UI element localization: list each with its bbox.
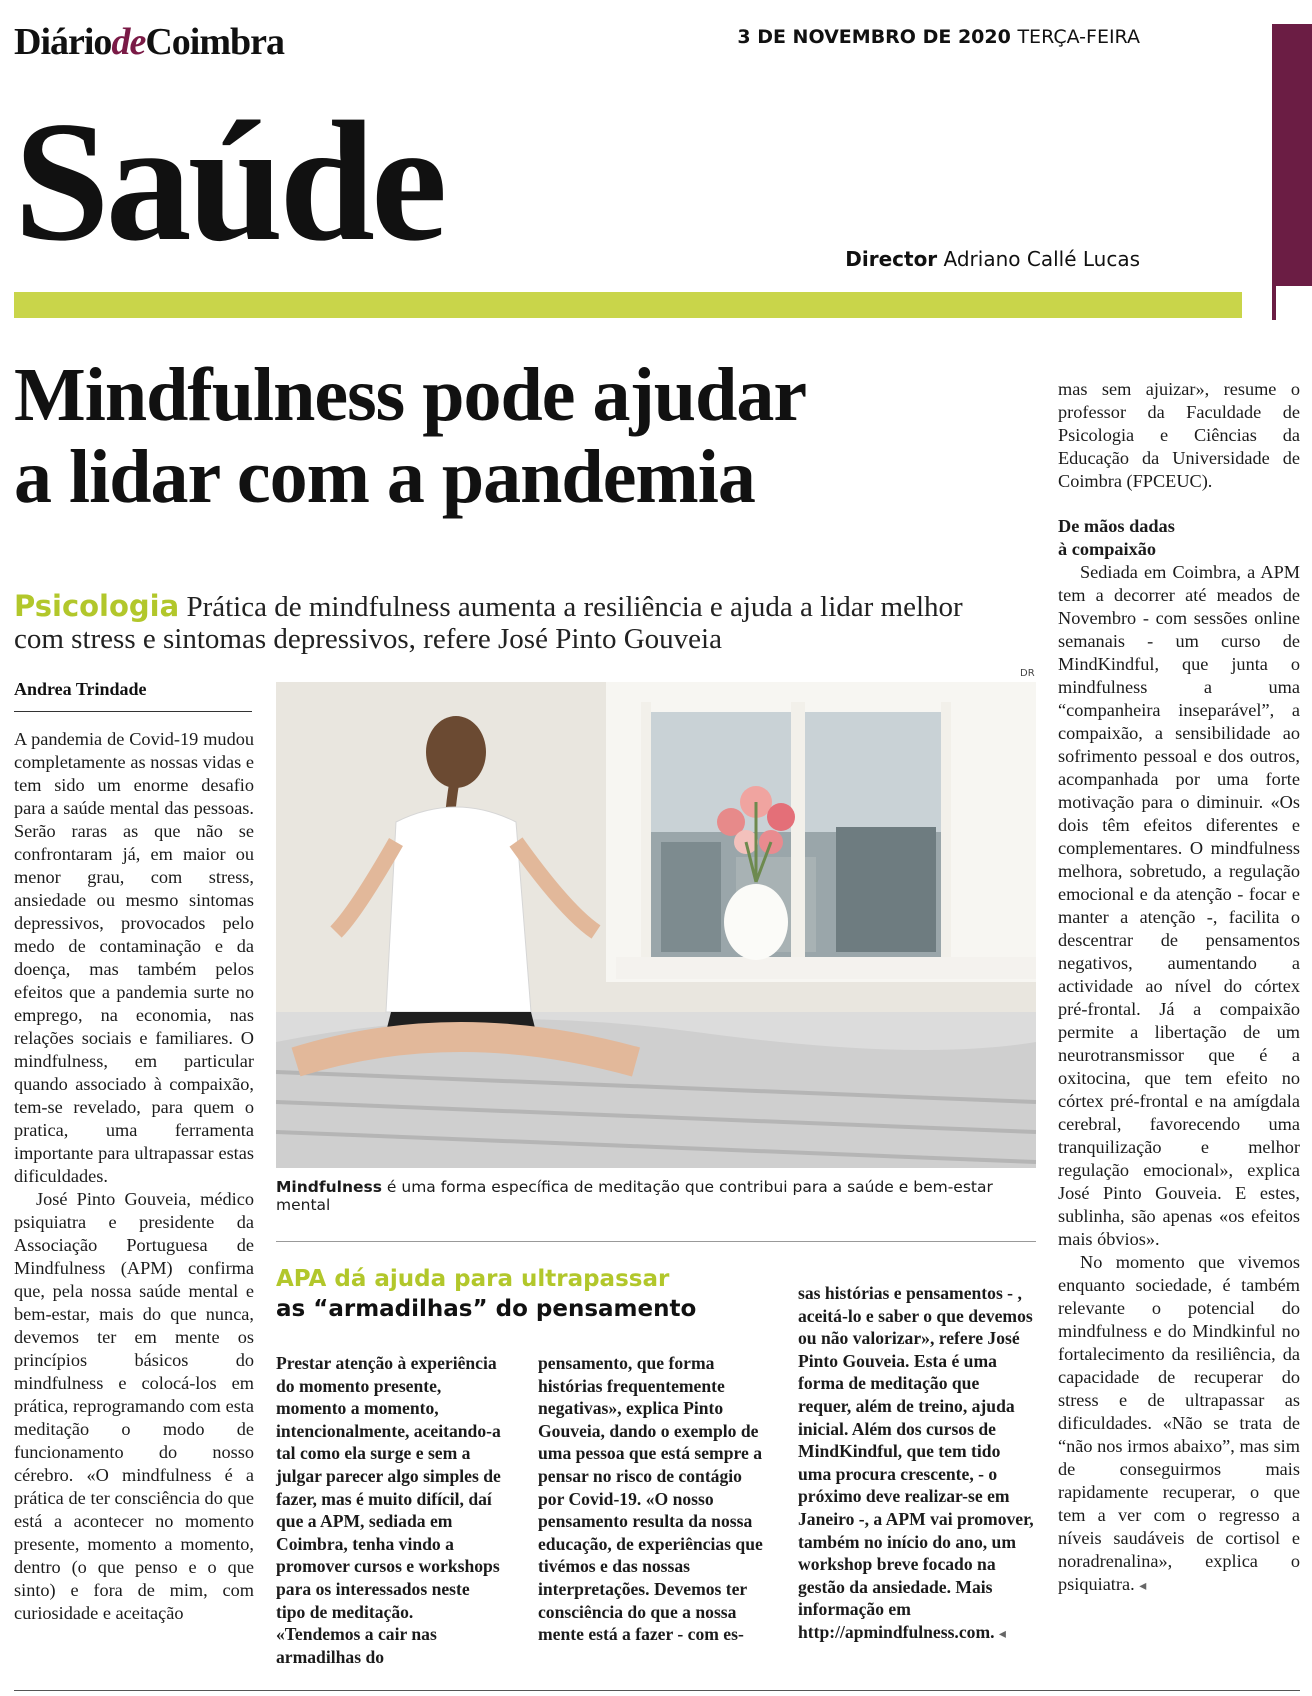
section-title: Saúde (14, 87, 444, 277)
article-column-1 (14, 728, 254, 1625)
sidebar-column-2 (538, 1352, 764, 1646)
paragraph: José Pinto Gouveia, médico psiquiatra e presidente da Associação Portuguesa de Mindfulness (APM) confirma que, pela nossa saúde mental e bem-estar, mais do que nunca, devemos ter em mente os princípios básicos do mindfulness e colocá-los em prática, reprogramando com esta meditação o modo de funcionamento do nosso cérebro. «O mindfulness é a prática de ter consciência do que está a acontecer no momento presente, momento a momento, dentro (o que penso e o que sinto) e fora de mim, com curiosidade e aceitação (14, 1189, 254, 1623)
end-mark-icon: ◂ (1139, 1578, 1147, 1594)
issue-weekday: TERÇA-FEIRA (1017, 26, 1140, 48)
paragraph: pensamento, que forma histórias frequentemente negativas», explica Pinto Gouveia, dando o exemplo de uma pessoa que está sempre a pensar no risco de contágio por Covid-19. «O nosso pensamento resulta da nossa educação, de experiências que tivémos e das nossas interpretações. Devemos ter consciência do que a nossa mente está a fazer - com es- (538, 1353, 763, 1645)
photo-credit: DR (1020, 668, 1035, 679)
director-name: Adriano Callé Lucas (943, 247, 1140, 271)
article-deck (14, 590, 974, 655)
section-tab-notch (1276, 286, 1312, 320)
caption-text: é uma forma específica de meditação que contribui para a saúde e bem-estar mental (276, 1178, 993, 1214)
paragraph (798, 1282, 1036, 1646)
end-mark-icon: ◂ (998, 1625, 1006, 1642)
caption-bold: Mindfulness (276, 1178, 382, 1196)
byline-rule (14, 711, 252, 712)
subheading-line-2: à compaixão (1058, 539, 1157, 559)
section-divider-bar (14, 292, 1242, 318)
newspaper-masthead (14, 20, 284, 64)
masthead-de: de (111, 21, 146, 63)
sidebar-column-3-text: sas histórias e pensamentos - , aceitá-lo e saber o que devemos ou não valorizar», refere José Pinto Gouveia. Esta é uma forma de meditação que requer, além de treino, ajuda inicial. Além dos cursos de MindKindful, que tem tido uma procura crescente, - o próximo deve realizar-se em Janeiro -, a APM vai promover, também no início do ano, um workshop breve focado na gestão da ansiedade. Mais informação em http://apmindfulness.com. (798, 1283, 1034, 1642)
meditation-photo (276, 682, 1036, 1168)
paragraph-text: No momento que vivemos enquanto sociedade, é também relevante o potencial do mindfulness e do Mindkinful no fortalecimento da resiliência, da capacidade de recuperar do stress e de ultrapassar as dificuldades. «Não se trata de “não nos irmos abaixo”, mas sim de conseguirmos mais rapidamente recuperar, o que tem a ver com o regresso a níveis saudáveis de cortisol e noradrenalina», explica o psiquiatra. (1058, 1252, 1300, 1594)
subheading-line-1: De mãos dadas (1058, 516, 1175, 536)
director-label: Director (845, 247, 938, 271)
article-column-right (1058, 378, 1300, 1598)
footer-rule (14, 1690, 1300, 1691)
article-headline (14, 354, 974, 518)
deck-text: Prática de mindfulness aumenta a resiliência e ajuda a lidar melhor com stress e sintomas depressivos, refere José Pinto Gouveia (14, 591, 963, 655)
section-color-tab (1272, 24, 1312, 320)
paragraph: Sediada em Coimbra, a APM tem a decorrer até meados de Novembro - com sessões online semanais - um curso de MindKindful, que junta o mindfulness a uma “companheira inseparável”, a compaixão, a sensibilidade ao sofrimento pessoal e dos outros, acompanhada por uma forte motivação para o diminuir. «Os dois têm efeitos diferentes e complementares. O mindfulness melhora, sobretudo, a regulação emocional e da atenção - focar e manter a atenção -, facilita o descentrar de pensamentos negativos, aumentando a actividade ao nível do córtex pré-frontal. Já a compaixão permite a libertação de um neurotransmissor que é a oxitocina, que tem efeito no córtex pré-frontal e na amígdala cerebral, favorecendo uma tranquilização e melhor regulação emocional», explica José Pinto Gouveia. E estes, sublinha, são apenas «os efeitos mais óbvios». (1058, 562, 1300, 1249)
paragraph (1058, 1251, 1300, 1598)
issue-date: 3 DE NOVEMBRO DE 2020 (737, 26, 1011, 48)
subheading (1058, 515, 1300, 561)
headline-line-2: a lidar com a pandemia (14, 435, 755, 519)
byline: Andrea Trindade (14, 679, 147, 699)
sidebar-rule (276, 1241, 1036, 1242)
dateline (737, 26, 1140, 48)
paragraph: mas sem ajuizar», resume o professor da Faculdade de Psicologia e Ciências da Educação da Universidade de Coimbra (FPCEUC). (1058, 379, 1300, 491)
masthead-coimbra: Coimbra (145, 21, 284, 63)
sidebar-column-3 (798, 1282, 1036, 1646)
sidebar-title: as “armadilhas” do pensamento (276, 1296, 697, 1322)
masthead-diario: Diário (14, 21, 112, 63)
paragraph: A pandemia de Covid-19 mudou completamente as nossas vidas e tem sido um enorme desafio para a saúde mental das pessoas. Serão raras as que não se confrontaram já, em maior ou menor grau, com stress, ansiedade ou mesmo sintomas depressivos, provocados pelo medo de contaminação e da doença, mas também pelos efeitos que a pandemia surte no emprego, na economia, nas relações sociais e familiares. O mindfulness, em particular quando associado à compaixão, tem-se revelado, para quem o pratica, uma ferramenta importante para ultrapassar estas dificuldades. (14, 729, 254, 1186)
director-credit (845, 247, 1140, 271)
sidebar-kicker: APA dá ajuda para ultrapassar (276, 1266, 670, 1292)
sidebar-column-1 (276, 1352, 502, 1668)
photo-caption (276, 1178, 1036, 1214)
paragraph: Prestar atenção à experiência do momento presente, momento a momento, intencionalmente, aceitando-a tal como ela surge e sem a julgar parecer algo simples de fazer, mas é muito difícil, daí que a APM, sediada em Coimbra, tenha vindo a promover cursos e workshops para os interessados neste tipo de meditação. «Tendemos a cair nas armadilhas do (276, 1353, 501, 1667)
headline-line-1: Mindfulness pode ajudar (14, 353, 807, 437)
deck-kicker: Psicologia (14, 589, 180, 623)
